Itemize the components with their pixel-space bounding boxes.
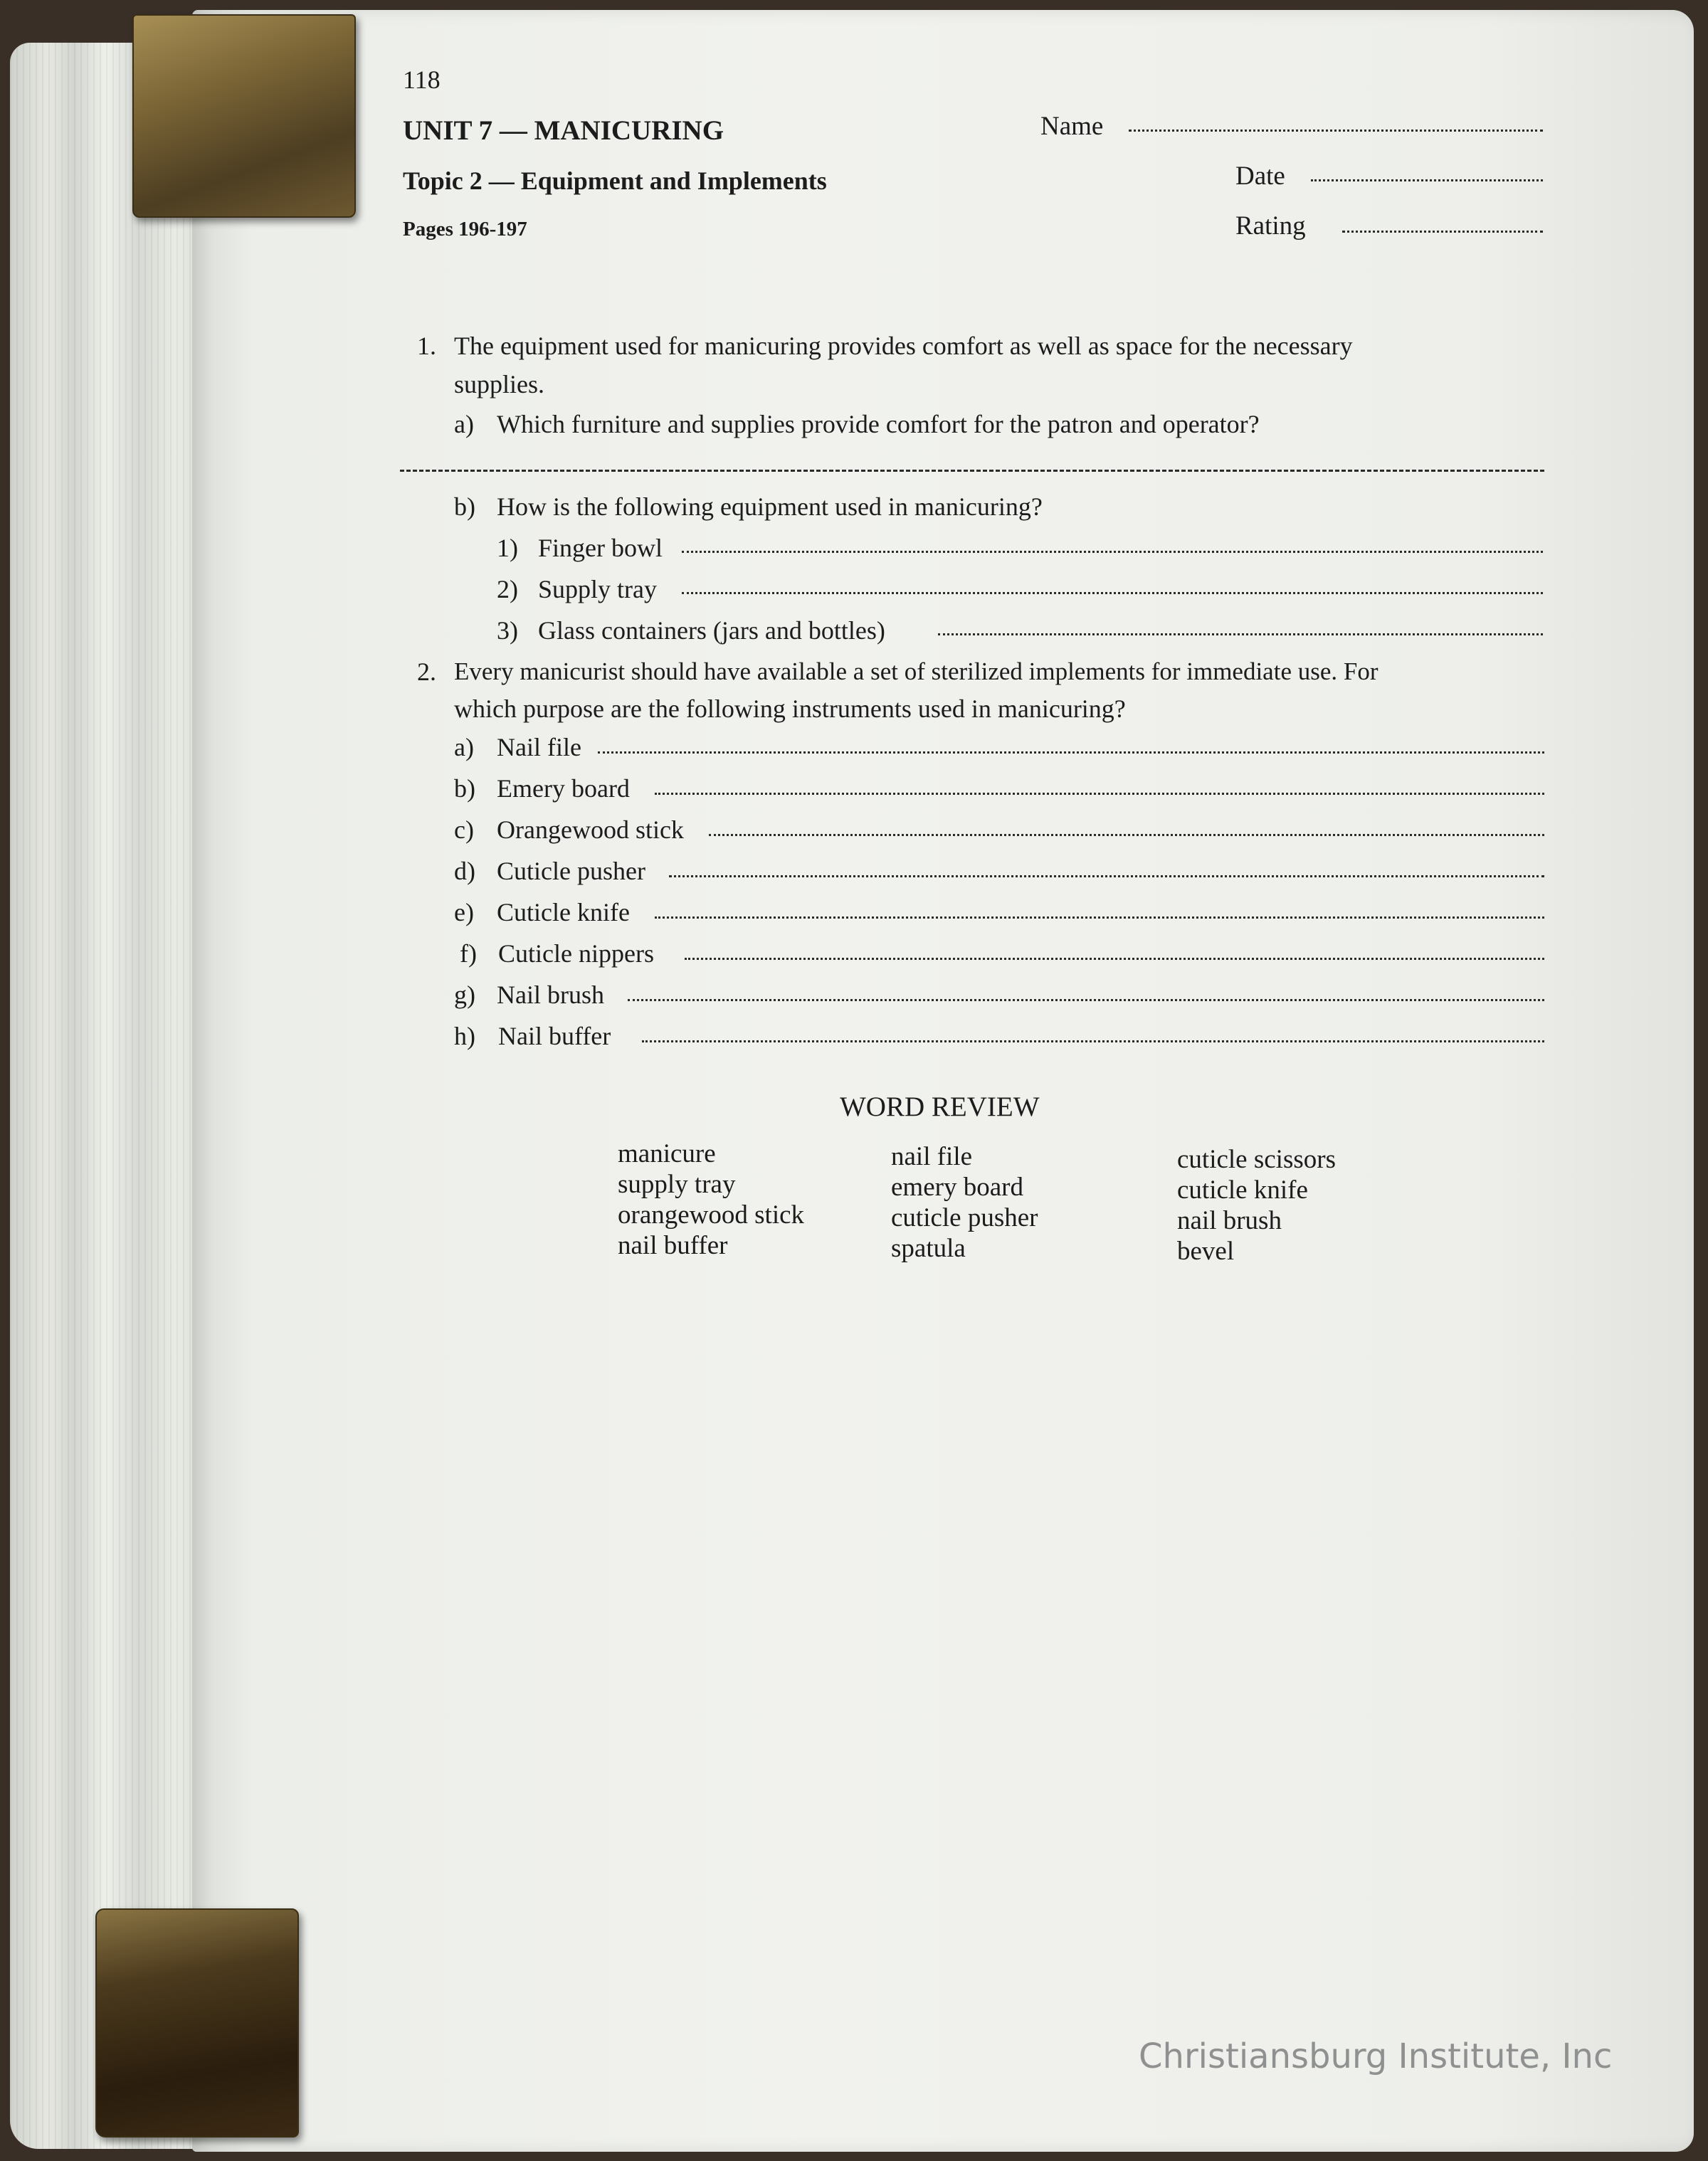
binder-clip-bottom bbox=[95, 1908, 299, 2138]
q2-item-text: Nail brush bbox=[497, 981, 604, 1009]
word-review-term: bevel bbox=[1177, 1237, 1235, 1266]
q1a-text: Which furniture and supplies provide comfort for the patron and operator? bbox=[497, 410, 1260, 438]
q2-item-label: f) bbox=[460, 939, 477, 968]
q2-item-label: h) bbox=[454, 1022, 475, 1050]
q1a-answer-line[interactable] bbox=[400, 470, 1544, 472]
pages-ref: Pages 196-197 bbox=[403, 218, 527, 241]
q2-item-label: b) bbox=[454, 774, 475, 803]
q1-text-line1: The equipment used for manicuring provides comfort as well as space for the necessary bbox=[454, 332, 1353, 360]
q2-item-label: c) bbox=[454, 815, 474, 844]
q1a-label: a) bbox=[454, 410, 474, 438]
word-review-term: spatula bbox=[891, 1234, 966, 1263]
answer-line[interactable] bbox=[685, 958, 1544, 960]
q2-item-label: g) bbox=[454, 981, 475, 1009]
q2-item-text: Cuticle nippers bbox=[498, 939, 654, 968]
answer-line[interactable] bbox=[682, 592, 1543, 594]
q2-text-line1: Every manicurist should have available a set of sterilized implements for immediate use. For bbox=[454, 657, 1378, 685]
rating-label: Rating bbox=[1235, 211, 1306, 241]
q2-item-label: e) bbox=[454, 898, 474, 926]
word-review-column-2 bbox=[891, 1141, 1038, 1264]
q1b-text: How is the following equipment used in manicuring? bbox=[497, 492, 1043, 521]
watermark: Christiansburg Institute, Inc bbox=[1139, 2036, 1613, 2076]
word-review-title: WORD REVIEW bbox=[840, 1092, 1040, 1122]
name-field[interactable] bbox=[1129, 130, 1543, 132]
word-review-column-1 bbox=[618, 1138, 804, 1261]
answer-line[interactable] bbox=[598, 751, 1544, 754]
word-review-term: nail file bbox=[891, 1142, 973, 1171]
q2-item-text: Emery board bbox=[497, 774, 630, 803]
word-review-term: supply tray bbox=[618, 1170, 736, 1199]
answer-line[interactable] bbox=[655, 916, 1544, 919]
rating-field[interactable] bbox=[1342, 231, 1543, 233]
q1b-item-label: 2) bbox=[497, 575, 518, 603]
word-review-term: cuticle scissors bbox=[1177, 1145, 1336, 1174]
topic-title: Topic 2 — Equipment and Implements bbox=[403, 167, 827, 195]
q2-item-text: Cuticle knife bbox=[497, 898, 630, 926]
word-review-term: cuticle pusher bbox=[891, 1203, 1038, 1232]
word-review-column-3 bbox=[1177, 1144, 1336, 1267]
q1b-item-text: Finger bowl bbox=[538, 534, 663, 562]
word-review-term: nail brush bbox=[1177, 1206, 1282, 1235]
q2-number: 2. bbox=[417, 657, 436, 686]
word-review-term: cuticle knife bbox=[1177, 1175, 1308, 1205]
answer-line[interactable] bbox=[709, 834, 1544, 836]
q1-number: 1. bbox=[417, 332, 436, 360]
unit-title: UNIT 7 — MANICURING bbox=[403, 115, 724, 146]
q1b-label: b) bbox=[454, 492, 475, 521]
q2-item-text: Nail file bbox=[497, 733, 581, 761]
answer-line[interactable] bbox=[642, 1040, 1544, 1042]
page-stack-edge bbox=[10, 43, 223, 2149]
q2-item-text: Nail buffer bbox=[498, 1022, 611, 1050]
q1b-item-text: Glass containers (jars and bottles) bbox=[538, 616, 885, 645]
date-label: Date bbox=[1235, 162, 1285, 191]
q2-item-text: Cuticle pusher bbox=[497, 857, 645, 885]
page-number: 118 bbox=[403, 65, 441, 94]
date-field[interactable] bbox=[1311, 179, 1543, 181]
q2-item-label: d) bbox=[454, 857, 475, 885]
binder-clip-top bbox=[132, 14, 356, 218]
q1-text-line2: supplies. bbox=[454, 370, 545, 398]
name-label: Name bbox=[1040, 112, 1104, 141]
word-review-term: orangewood stick bbox=[618, 1200, 805, 1230]
answer-line[interactable] bbox=[682, 551, 1543, 553]
answer-line[interactable] bbox=[628, 999, 1544, 1001]
q2-item-text: Orangewood stick bbox=[497, 815, 684, 844]
word-review-term: emery board bbox=[891, 1173, 1023, 1202]
q2-text-line2: which purpose are the following instruments used in manicuring? bbox=[454, 694, 1126, 723]
q1b-item-text: Supply tray bbox=[538, 575, 657, 603]
q1b-item-label: 3) bbox=[497, 616, 518, 645]
answer-line[interactable] bbox=[938, 633, 1543, 635]
q1b-item-label: 1) bbox=[497, 534, 518, 562]
word-review-term: nail buffer bbox=[618, 1231, 728, 1260]
answer-line[interactable] bbox=[655, 793, 1544, 795]
q2-item-label: a) bbox=[454, 733, 474, 761]
answer-line[interactable] bbox=[669, 875, 1544, 877]
word-review-term: manicure bbox=[618, 1139, 716, 1168]
